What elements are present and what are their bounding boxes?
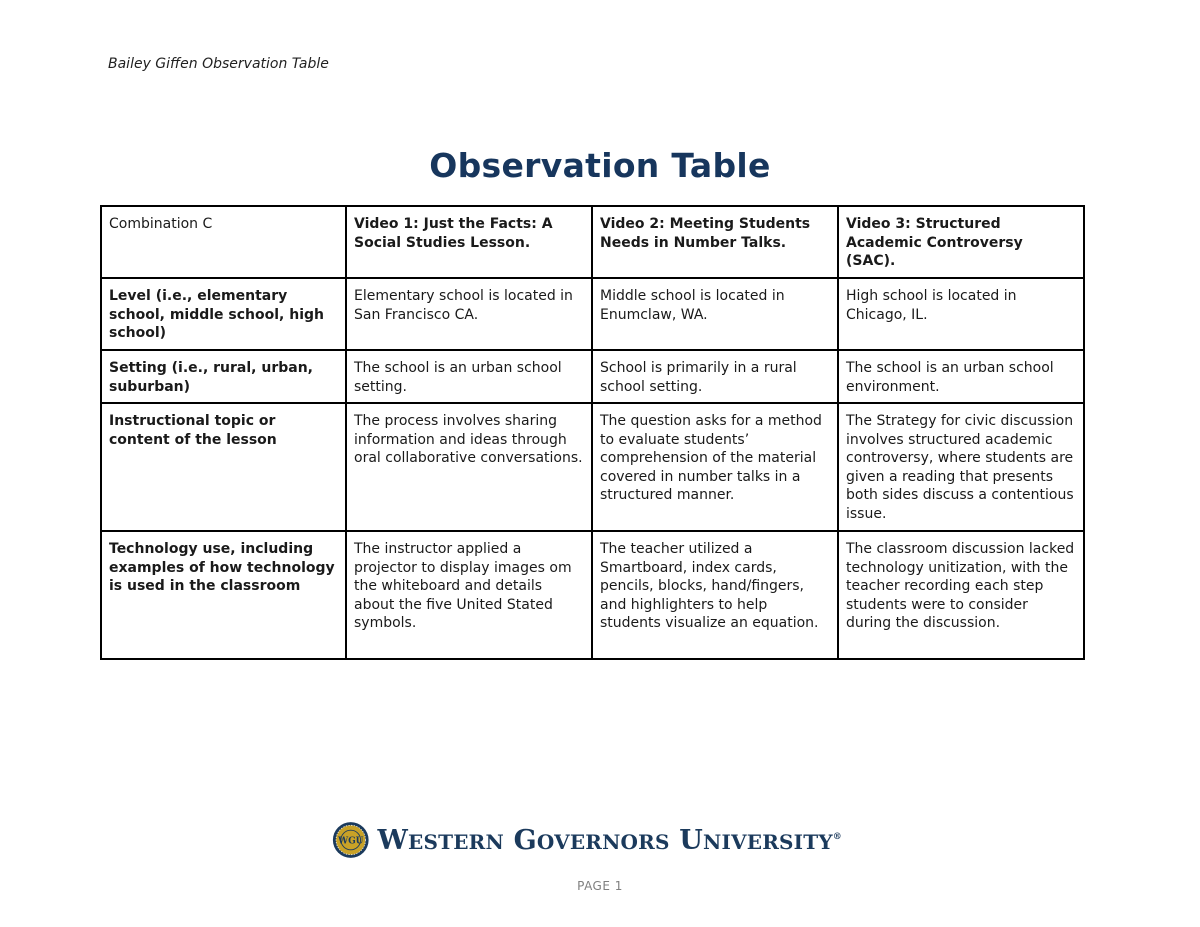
svg-text:WGU: WGU bbox=[338, 836, 364, 847]
row-label-technology: Technology use, including examples of how technology is used in the classroom bbox=[101, 531, 346, 659]
header-cell-video-1: Video 1: Just the Facts: A Social Studies Lesson. bbox=[346, 206, 592, 278]
table-cell: The teacher utilized a Smartboard, index cards, pencils, blocks, hand/fingers, and highlighters to help students visualize an equation. bbox=[592, 531, 838, 659]
logo-wordmark bbox=[378, 825, 843, 856]
table-row-setting bbox=[101, 350, 1084, 403]
table-row-topic bbox=[101, 403, 1084, 531]
page-number: PAGE 1 bbox=[577, 879, 623, 893]
table-cell: Elementary school is located in San Francisco CA. bbox=[346, 278, 592, 350]
observation-table bbox=[100, 205, 1085, 660]
row-label-topic: Instructional topic or content of the lesson bbox=[101, 403, 346, 531]
row-label-setting: Setting (i.e., rural, urban, suburban) bbox=[101, 350, 346, 403]
table-cell: The Strategy for civic discussion involves structured academic controversy, where students are given a reading that presents both sides discuss a contentious issue. bbox=[838, 403, 1084, 531]
logo-wordmark-text: WESTERN GOVERNORS UNIVERSITY® bbox=[377, 824, 842, 856]
table-cell: The instructor applied a projector to display images om the whiteboard and details about the five United Stated symbols. bbox=[346, 531, 592, 659]
table-row-level bbox=[101, 278, 1084, 350]
page-title: Observation Table bbox=[429, 146, 771, 185]
table-cell: Middle school is located in Enumclaw, WA. bbox=[592, 278, 838, 350]
document-header: Bailey Giffen Observation Table bbox=[108, 56, 329, 72]
header-cell-video-2: Video 2: Meeting Students Needs in Number Talks. bbox=[592, 206, 838, 278]
table-cell: The process involves sharing information and ideas through oral collaborative conversations. bbox=[346, 403, 592, 531]
table-row-technology bbox=[101, 531, 1084, 659]
table-header-row bbox=[101, 206, 1084, 278]
table-cell: High school is located in Chicago, IL. bbox=[838, 278, 1084, 350]
wgu-logo bbox=[332, 818, 842, 862]
header-cell-video-3: Video 3: Structured Academic Controversy (SAC). bbox=[838, 206, 1084, 278]
table-cell: School is primarily in a rural school setting. bbox=[592, 350, 838, 403]
table-cell: The school is an urban school environment. bbox=[838, 350, 1084, 403]
table-cell: The classroom discussion lacked technology unitization, with the teacher recording each step students were to consider during the discussion. bbox=[838, 531, 1084, 659]
header-cell-combination: Combination C bbox=[101, 206, 346, 278]
university-seal-icon bbox=[332, 819, 370, 861]
table-cell: The question asks for a method to evaluate students’ comprehension of the material covered in number talks in a structured manner. bbox=[592, 403, 838, 531]
row-label-level: Level (i.e., elementary school, middle school, high school) bbox=[101, 278, 346, 350]
table-cell: The school is an urban school setting. bbox=[346, 350, 592, 403]
